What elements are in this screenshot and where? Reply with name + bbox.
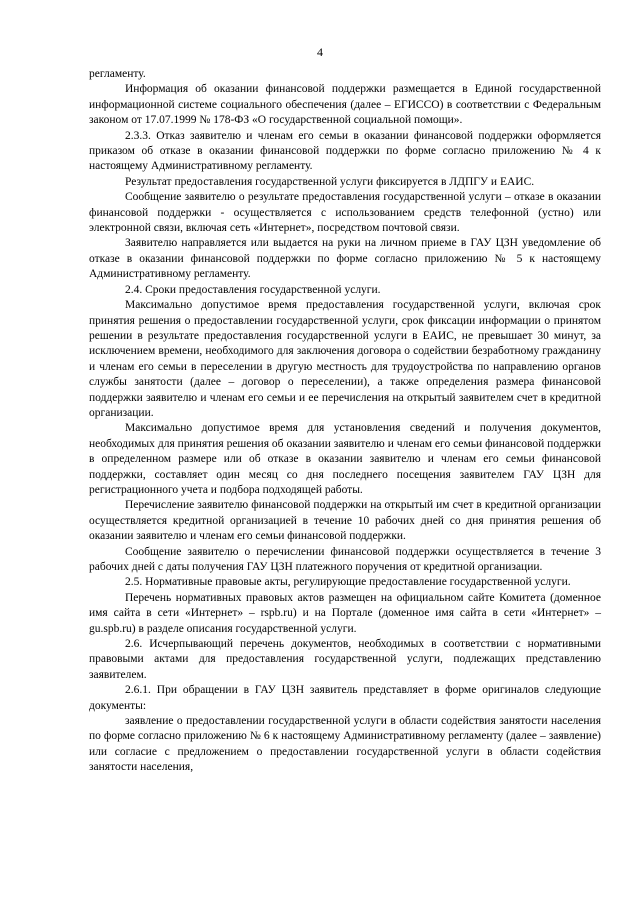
paragraph: регламенту. [89, 68, 146, 80]
paragraph: 2.3.3. Отказ заявителю и членам его семьи в оказании финансовой поддержки оформляется приказом об отказе в оказании финансовой поддержки по форме согласно приложению № 4 к настоящему Административному регламенту. [89, 129, 601, 173]
paragraph: Информация об оказании финансовой поддержки размещается в Единой государственной информационной системе социального обеспечения (далее – ЕГИССО) в соответствии с Федеральным законом от 17.07.1999 № 178-ФЗ «О государственной социальной помощи». [89, 83, 601, 127]
paragraph: Сообщение заявителю о результате предоставления государственной услуги – отказе в оказании финансовой поддержки - осуществляется с использованием средств телефонной (устно) или электронной связи, включая сеть «Интернет», посредством почтовой связи. [89, 191, 601, 235]
document-body [89, 67, 601, 776]
paragraph: Заявителю направляется или выдается на руки на личном приеме в ГАУ ЦЗН уведомление об отказе в оказании финансовой поддержки по форме согласно приложению № 5 к настоящему Административному регламенту. [89, 237, 601, 281]
paragraph: Перечень нормативных правовых актов размещен на официальном сайте Комитета (доменное имя сайта в сети «Интернет» – rspb.ru) и на Портале (доменное имя сайта в сети «Интернет» – gu.spb.ru) в разделе описания государственной услуги. [89, 591, 601, 635]
section-heading: 2.6. Исчерпывающий перечень документов, необходимых в соответствии с нормативными правовыми актами для предоставления государственной услуги, подлежащих представлению заявителем. [89, 638, 601, 681]
paragraph: Максимально допустимое время для установления сведений и получения документов, необходимых для принятия решения об оказании заявителю и членам его семьи финансовой поддержки в определенном размере или об отказе в оказании заявителю и членам его семьи финансовой поддержки, составляет один месяц со дня последнего посещения заявителем ГАУ ЦЗН для регистрационного учета и подбора подходящей работы. [89, 422, 601, 496]
paragraph: 2.6.1. При обращении в ГАУ ЦЗН заявитель представляет в форме оригиналов следующие документы: [89, 684, 601, 712]
paragraph: Результат предоставления государственной услуги фиксируется в ЛДПГУ и ЕАИС. [125, 175, 535, 188]
paragraph: Сообщение заявителю о перечислении финансовой поддержки осуществляется в течение 3 рабочих дней с даты получения ГАУ ЦЗН платежного поручения от кредитной организации. [89, 545, 601, 573]
paragraph: Перечисление заявителю финансовой поддержки на открытый им счет в кредитной организации осуществляется кредитной организацией в течение 10 рабочих дней со дня принятия решения об оказании заявителю и членам его семьи финансовой поддержки. [89, 499, 601, 543]
page-number: 4 [317, 45, 323, 59]
paragraph: Максимально допустимое время предоставления государственной услуги, включая срок принятия решения о предоставлении государственной услуги, срок фиксации информации о принятом решении в результате предоставления государственной услуги в ЕАИС, не превышает 30 минут, за исключением времени, необходимого для заключения договора о содействии безработному гражданину и членам его семьи в переселении в другую местность для трудоустройства по направлению органов службы занятости (далее – договор о переселении), а также определения размера финансовой поддержки заявителю и членам его семьи и ее перечисления на открытый заявителем счет в кредитной организации. [89, 299, 601, 419]
section-heading: 2.4. Сроки предоставления государственной услуги. [125, 283, 381, 296]
section-heading: 2.5. Нормативные правовые акты, регулирующие предоставление государственной услуги. [125, 576, 571, 589]
paragraph: заявление о предоставлении государственной услуги в области содействия занятости населения по форме согласно приложению № 6 к настоящему Административному регламенту (далее – заявление) или согласие с предложением о предоставлении государственной услуги в области содействия занятости населения, [89, 715, 601, 774]
